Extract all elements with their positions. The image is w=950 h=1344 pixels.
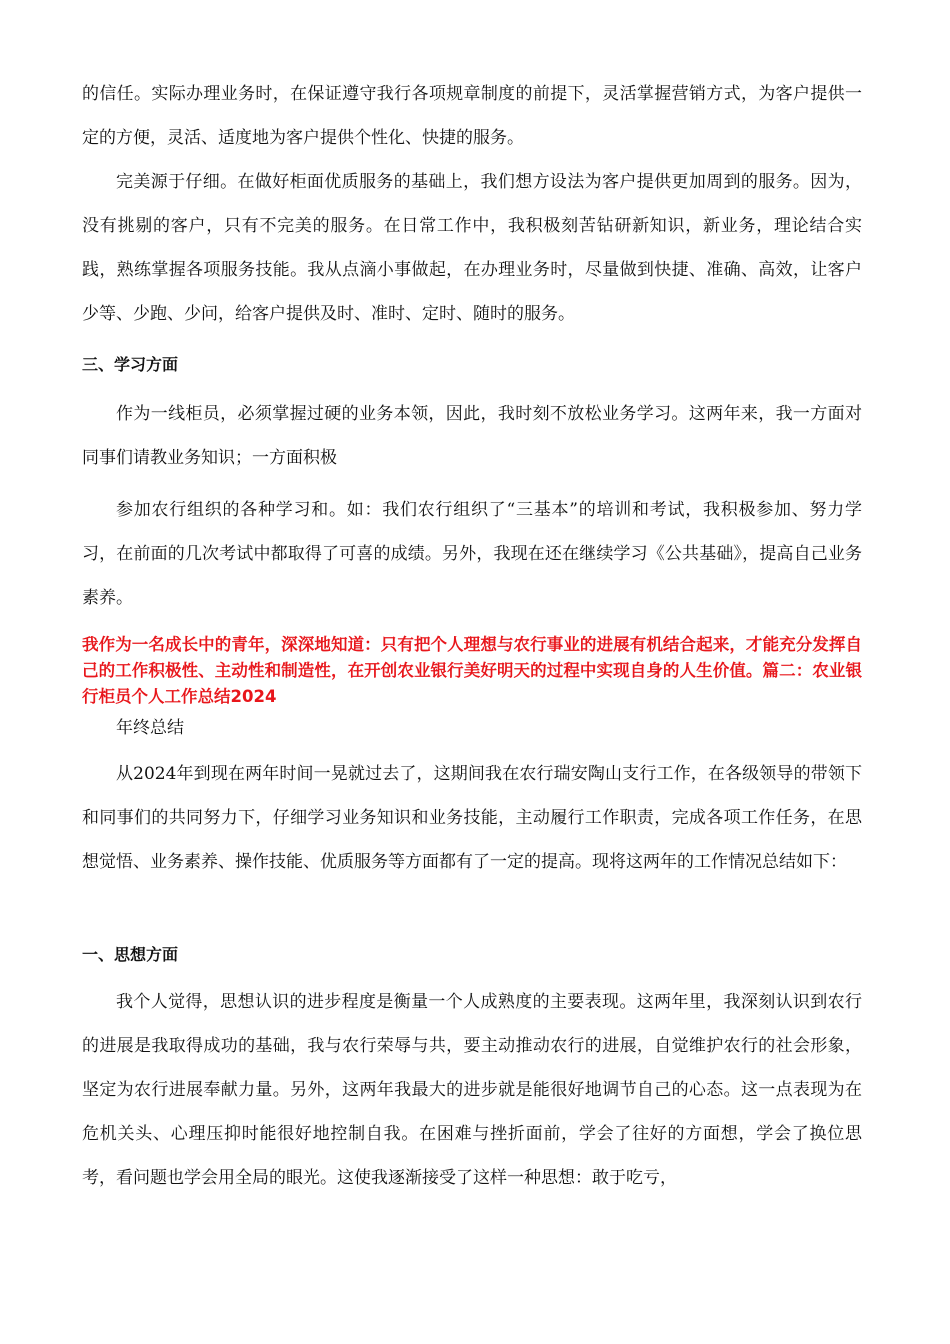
paragraph-trust: 的信任。实际办理业务时，在保证遵守我行各项规章制度的前提下，灵活掌握营销方式，为客户提供一定的方便，灵活、适度地为客户提供个性化、快捷的服务。: [82, 84, 862, 148]
paragraph-thought: 我个人觉得，思想认识的进步程度是衡量一个人成熟度的主要表现。这两年里，我深刻认识到农行的进展是我取得成功的基础，我与农行荣辱与共，要主动推动农行的进展，自觉维护农行的社会形象，坚定为农行进展奉献力量。另外，这两年我最大的进步就是能很好地调节自己的心态。这一点表现为在危机关头、心理压抑时能很好地控制自我。在困难与挫折面前，学会了往好的方面想，学会了换位思考，看问题也学会用全局的眼光。这使我逐渐接受了这样一种思想：敢于吃亏，: [82, 992, 862, 1188]
paragraph-study-intro: 作为一线柜员，必须掌握过硬的业务本领，因此，我时刻不放松业务学习。这两年来，我一方面对同事们请教业务知识；一方面积极: [82, 404, 862, 468]
section-heading-thought: 一、思想方面: [82, 945, 179, 964]
section-heading-study: 三、学习方面: [82, 355, 179, 374]
paragraph-year-end: 年终总结: [116, 718, 184, 738]
paragraph-two-years-summary: 从2024年到现在两年时间一晃就过去了，这期间我在农行瑞安陶山支行工作，在各级领导的带领下和同事们的共同努力下，仔细学习业务知识和业务技能，主动履行工作职责，完成各项工作任务，在思想觉悟、业务素养、操作技能、优质服务等方面都有了一定的提高。现将这两年的工作情况总结如下：: [82, 764, 862, 872]
paragraph-perfection: 完美源于仔细。在做好柜面优质服务的基础上，我们想方设法为客户提供更加周到的服务。因为，没有挑剔的客户，只有不完美的服务。在日常工作中，我积极刻苦钻研新知识，新业务，理论结合实践，熟练掌握各项服务技能。我从点滴小事做起，在办理业务时，尽量做到快捷、准确、高效，让客户少等、少跑、少问，给客户提供及时、准时、定时、随时的服务。: [82, 172, 862, 324]
paragraph-training: 参加农行组织的各种学习和。如：我们农行组织了“三基本”的培训和考试，我积极参加、努力学习，在前面的几次考试中都取得了可喜的成绩。另外，我现在还在继续学习《公共基础》，提高自己业务素养。: [82, 500, 862, 608]
highlight-red-paragraph: 我作为一名成长中的青年，深深地知道：只有把个人理想与农行事业的进展有机结合起来，才能充分发挥自己的工作积极性、主动性和制造性，在开创农业银行美好明天的过程中实现自身的人生价值。篇二：农业银行柜员个人工作总结2024: [82, 635, 862, 706]
